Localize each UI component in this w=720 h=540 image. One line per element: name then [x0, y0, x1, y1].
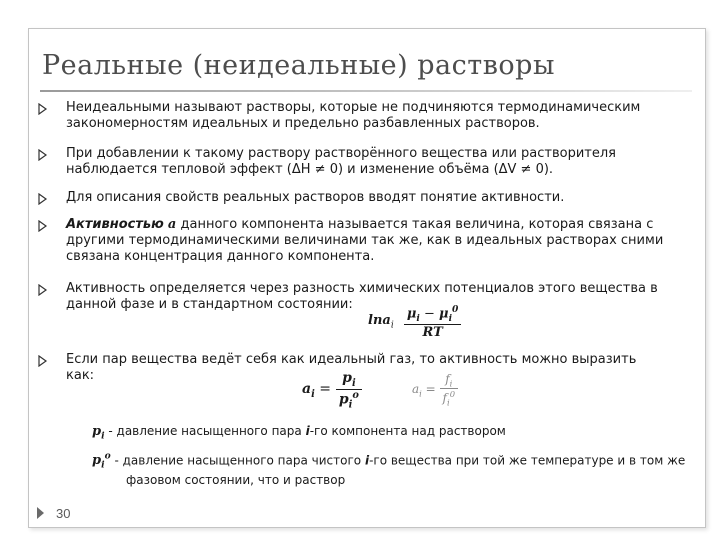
p-subscript: i: [351, 377, 356, 389]
page-number: 30: [56, 506, 71, 521]
bullet-arrow-icon: [38, 355, 48, 367]
def-p0-subscript: i: [101, 459, 105, 471]
rt-denominator: RT: [422, 324, 443, 340]
def-p-text: - давление насыщенного пара: [104, 424, 306, 438]
definition-p0-i: [92, 449, 685, 488]
equals-sign-2: =: [421, 381, 436, 396]
bullet-2-text: При добавлении к такому раствору растворённого вещества или растворителя наблюдается тепловой эффект (ΔH ≠ 0) и изменение объёма (ΔV ≠ 0).: [66, 146, 616, 177]
def-p-subscript: i: [101, 430, 105, 442]
f-subscript: i: [449, 378, 453, 389]
def-p-rest: -го компонента над раствором: [309, 424, 506, 438]
mu-symbol: μ: [406, 306, 417, 322]
equals-sign: =: [314, 380, 331, 397]
p0-symbol: p: [338, 391, 349, 408]
a-subscript-2: i: [419, 388, 422, 399]
mu-subscript: i: [416, 312, 420, 324]
bullet-arrow-icon: [38, 193, 48, 205]
activity-term: Активностью: [66, 217, 164, 232]
f0-superscript: 0: [449, 389, 456, 400]
def-p0-symbol: p: [92, 453, 102, 469]
mu0-symbol: μ: [439, 306, 449, 322]
bullet-1-text: Неидеальными называют растворы, которые не подчиняются термодинамическим закономерностям идеальных и предельно разбавленных растворов.: [66, 100, 641, 131]
a-symbol-2: a: [412, 381, 420, 396]
bullet-6-text: Если пар вещества ведёт себя как идеальный газ, то активность можно выразить как:: [66, 352, 637, 383]
minus-sign: −: [419, 306, 440, 322]
bullet-arrow-icon: [38, 103, 48, 115]
bullet-arrow-icon: [38, 284, 48, 296]
chemical-potential-fraction: [404, 304, 461, 340]
bullet-3-text: Для описания свойств реальных растворов вводят понятие активности.: [66, 190, 565, 205]
activity-pressure-formula: [302, 370, 362, 410]
bullet-4-text: [66, 217, 664, 265]
activity-fugacity-formula: [412, 372, 458, 408]
fugacity-fraction: [440, 372, 458, 408]
page-marker-icon: [36, 506, 46, 520]
bullet-arrow-icon: [38, 220, 48, 232]
activity-symbol: a: [167, 217, 177, 232]
a-subscript: i: [311, 388, 315, 400]
title-divider: [40, 90, 692, 92]
f-symbol: f: [445, 372, 450, 386]
def-p-var: i: [305, 424, 310, 438]
p0-superscript: o: [352, 389, 359, 401]
a-symbol: a: [302, 380, 312, 397]
bullet-4-body: данного компонента называется такая величина, которая связана с другими термодинамическими величинами так же, как в идеальных растворах сними связана концентрация данного компонента.: [66, 217, 664, 264]
f0-symbol: f: [442, 391, 447, 406]
activity-ln-formula: [368, 304, 461, 340]
bullet-arrow-icon: [38, 149, 48, 161]
def-p-symbol: p: [92, 424, 102, 439]
p-symbol: p: [342, 370, 352, 386]
def-p0-superscript: o: [104, 451, 111, 462]
def-p0-line2: фазовом состоянии, что и раствор: [126, 472, 346, 487]
p0-subscript: i: [348, 399, 353, 411]
ln-a-subscript: i: [390, 320, 394, 331]
slide-title: Реальные (неидеальные) растворы: [42, 50, 555, 81]
bullet-5-text: Активность определяется через разность химических потенциалов этого вещества в данной фазе и в стандартном состоянии:: [66, 281, 658, 312]
def-p0-var: i: [364, 453, 370, 468]
pressure-fraction: [336, 370, 362, 410]
def-p0-text: - давление насыщенного пара чистого: [110, 453, 365, 468]
f0-subscript: i: [447, 397, 450, 408]
ln-a-symbol: lna: [368, 313, 391, 329]
mu0-subscript: i: [448, 312, 453, 324]
def-p0-rest: -го вещества при той же температуре и в том же: [369, 453, 686, 468]
definition-p-i: [92, 424, 506, 444]
mu0-superscript: 0: [452, 304, 459, 315]
